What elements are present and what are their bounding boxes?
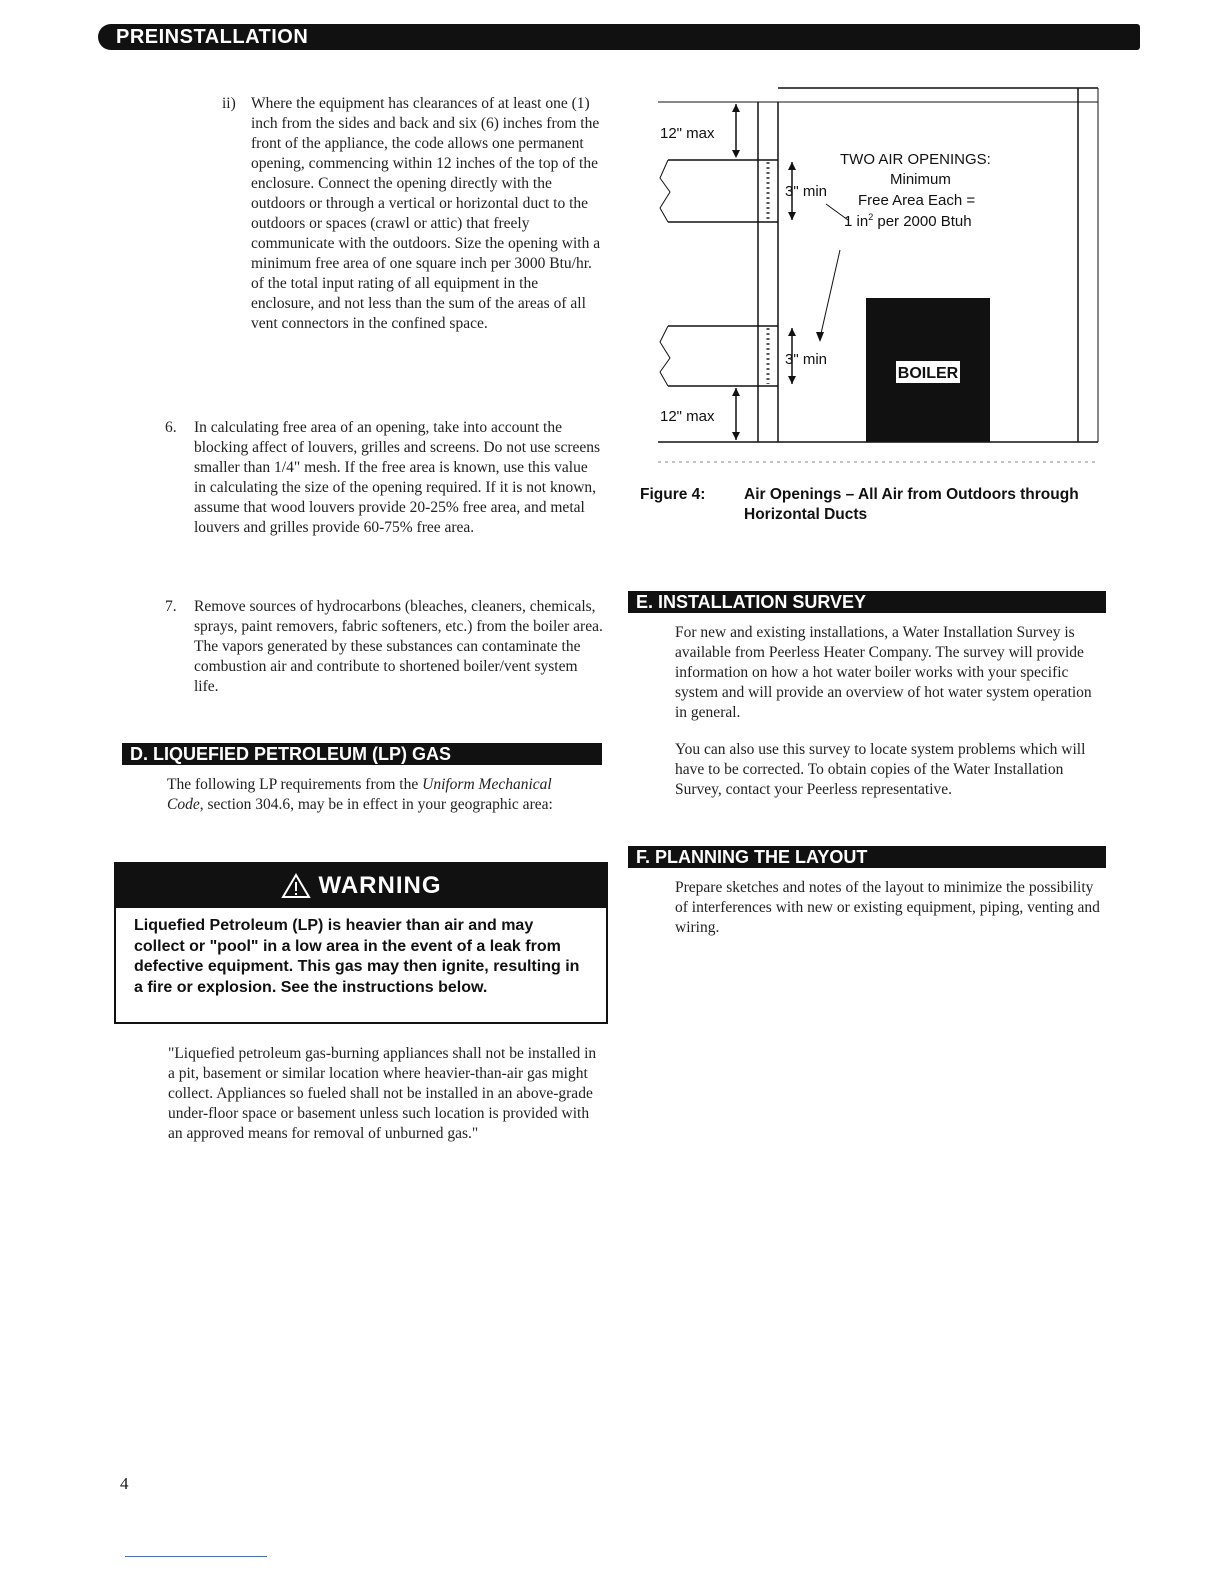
dim-12-top-arrow-up <box>732 104 740 112</box>
dim-3-bottom-arrow-down <box>788 376 796 384</box>
code-quote: "Liquefied petroleum gas-burning appliances shall not be installed in a pit, basement or similar location where heavier-than-air gas might collect. Appliances so fueled shall not be installed in an above-grade under-floor space or basement unless such location is provided with an approved means for removal of unburned gas." <box>168 1045 597 1142</box>
footer-rule <box>125 1556 267 1557</box>
list-item-text: In calculating free area of an opening, take into account the blocking affect of louvers, grilles and screens. Do not use screens smaller than 1/4" mesh. If the free area is known, use this value in calculating the size of the opening required. If it is not known, assume that wood louvers provide 20-25% free area, and metal louvers and grilles provide 60-75% free area. <box>194 419 601 536</box>
figure-caption <box>640 485 1110 525</box>
openings-rate-superscript: 2 <box>868 212 874 222</box>
label-12-max-top: 12" max <box>660 125 715 142</box>
warning-triangle-icon <box>281 873 311 899</box>
dim-3-top-arrow-up <box>788 162 796 170</box>
list-item-6 <box>165 418 603 538</box>
air-openings-diagram <box>648 80 1108 470</box>
figure-caption-text: Air Openings – All Air from Outdoors through Horizontal Ducts <box>744 486 1079 523</box>
dim-3-bottom-arrow-up <box>788 328 796 336</box>
warning-text: Liquefied Petroleum (LP) is heavier than air and may collect or "pool" in a low area in the event of a leak from defective equipment. This gas may then ignite, resulting in a fire or explosion. See the instructions below. <box>134 917 580 996</box>
leader-bottom <box>820 250 840 338</box>
page-section-title: PREINSTALLATION <box>116 26 309 48</box>
code-reference: Uniform Mechanical Code <box>167 776 552 813</box>
list-item-text: Remove sources of hydrocarbons (bleaches, cleaners, chemicals, sprays, paint removers, fabric softeners, etc.) from the boiler area. The vapors generated by these substances can contaminate the combustion air and contribute to shortened boiler/vent system life. <box>194 598 603 695</box>
list-item-text: Where the equipment has clearances of at least one (1) inch from the sides and back and six (6) inches from the front of the appliance, the code allows one permanent opening, commencing within 12 inches of the top of the enclosure. Connect the opening directly with the outdoors or through a vertical or horizontal duct to the outdoors or spaces (crawl or attic) that freely communicate with the outdoors. Size the opening with a minimum free area of one square inch per 3000 Btu/hr. of the total input rating of all equipment in the enclosure, and not less than the sum of the areas of all vent connectors in the confined space. <box>251 95 601 332</box>
lp-gas-intro-end: , section 304.6, may be in effect in your geographic area: <box>199 796 553 813</box>
section-heading-installation-survey: E. INSTALLATION SURVEY <box>628 591 1106 613</box>
openings-title: TWO AIR OPENINGS: <box>840 151 991 168</box>
lp-gas-intro-start: The following LP requirements from the <box>167 776 423 793</box>
openings-rate <box>844 212 972 230</box>
dim-12-bottom-arrow-up <box>732 388 740 396</box>
lower-duct-break <box>660 326 670 386</box>
lp-gas-intro <box>167 775 577 815</box>
page-number: 4 <box>120 1474 129 1493</box>
section-heading-lp-gas: D. LIQUEFIED PETROLEUM (LP) GAS <box>122 743 602 765</box>
list-item-number: ii) <box>222 95 236 112</box>
warning-header <box>116 864 606 908</box>
installation-survey-para-1: For new and existing installations, a Water Installation Survey is available from Peerless Heater Company. The survey will provide information on how a hot water boiler works with your specific system and will provide an overview of hot water system operation in general. <box>675 624 1092 721</box>
dim-12-top-arrow-down <box>732 150 740 158</box>
label-3-min-bottom: 3" min <box>785 351 828 368</box>
list-item-number: 7. <box>165 598 177 615</box>
boiler-label: BOILER <box>897 365 959 382</box>
label-12-max-bottom: 12" max <box>660 408 715 425</box>
figure-label: Figure 4: <box>640 486 706 503</box>
warning-title: WARNING <box>318 872 442 899</box>
planning-layout-para: Prepare sketches and notes of the layout to minimize the possibility of interferences with new or existing equipment, piping, venting and wiring. <box>675 879 1100 936</box>
openings-free-area: Free Area Each = <box>858 192 976 209</box>
list-item-ii <box>222 94 602 334</box>
installation-survey-para-2: You can also use this survey to locate system problems which will have to be corrected. To obtain copies of the Water Installation Survey, contact your Peerless representative. <box>675 741 1086 798</box>
list-item-number: 6. <box>165 419 177 436</box>
upper-duct-break <box>660 160 670 222</box>
dim-12-bottom-arrow-down <box>732 432 740 440</box>
dim-3-top-arrow-down <box>788 212 796 220</box>
openings-rate-prefix: 1 in <box>844 213 869 230</box>
list-item-7 <box>165 597 603 697</box>
label-3-min-top: 3" min <box>785 183 828 200</box>
section-heading-planning-layout: F. PLANNING THE LAYOUT <box>628 846 1106 868</box>
openings-rate-suffix: per 2000 Btuh <box>873 213 972 230</box>
openings-minimum: Minimum <box>890 171 951 188</box>
leader-bottom-arrow <box>816 332 824 342</box>
warning-box <box>114 862 608 1024</box>
